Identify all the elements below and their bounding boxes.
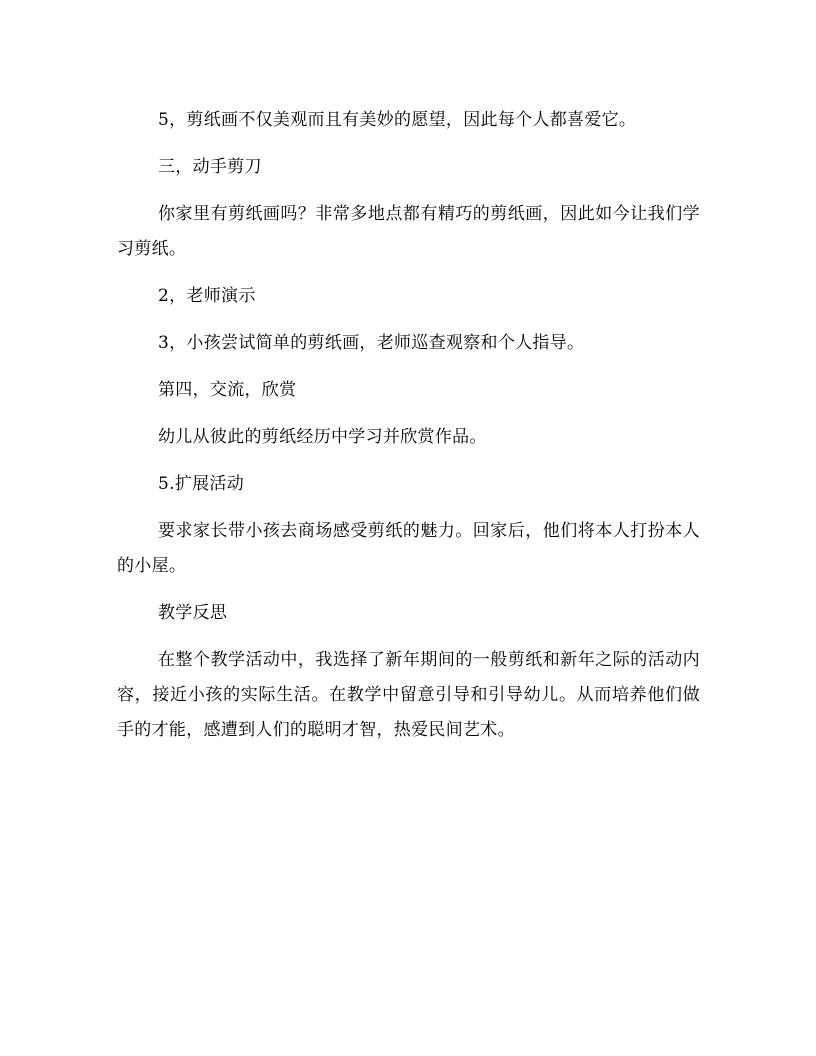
paragraph-5: 3，小孩尝试简单的剪纸画，老师巡查观察和个人指导。: [158, 333, 585, 353]
paragraph-10: 教学反思: [158, 603, 228, 623]
paragraph-11: 在整个教学活动中，我选择了新年期间的一般剪纸和新年之际的活动内容，接近小孩的实际生活。在教学中留意引导和引导幼儿。从而培养他们做手的才能，感遭到人们的聪明才智，热爱民间艺术。: [117, 650, 700, 740]
paragraph-2: 三，动手剪刀: [158, 157, 262, 177]
paragraph-7: 幼儿从彼此的剪纸经历中学习并欣赏作品。: [158, 427, 487, 447]
paragraph-4: 2，老师演示: [158, 286, 256, 306]
paragraph-9: 要求家长带小孩去商场感受剪纸的魅力。回家后，他们将本人打扮本人的小屋。: [117, 521, 700, 576]
paragraph-8: 5.扩展活动: [158, 474, 245, 494]
paragraph-1: 5，剪纸画不仅美观而且有美妙的愿望，因此每个人都喜爱它。: [158, 110, 637, 130]
document-body: [117, 103, 700, 760]
paragraph-3: 你家里有剪纸画吗？非常多地点都有精巧的剪纸画，因此如今让我们学习剪纸。: [117, 204, 700, 259]
paragraph-6: 第四，交流，欣赏: [158, 380, 297, 400]
